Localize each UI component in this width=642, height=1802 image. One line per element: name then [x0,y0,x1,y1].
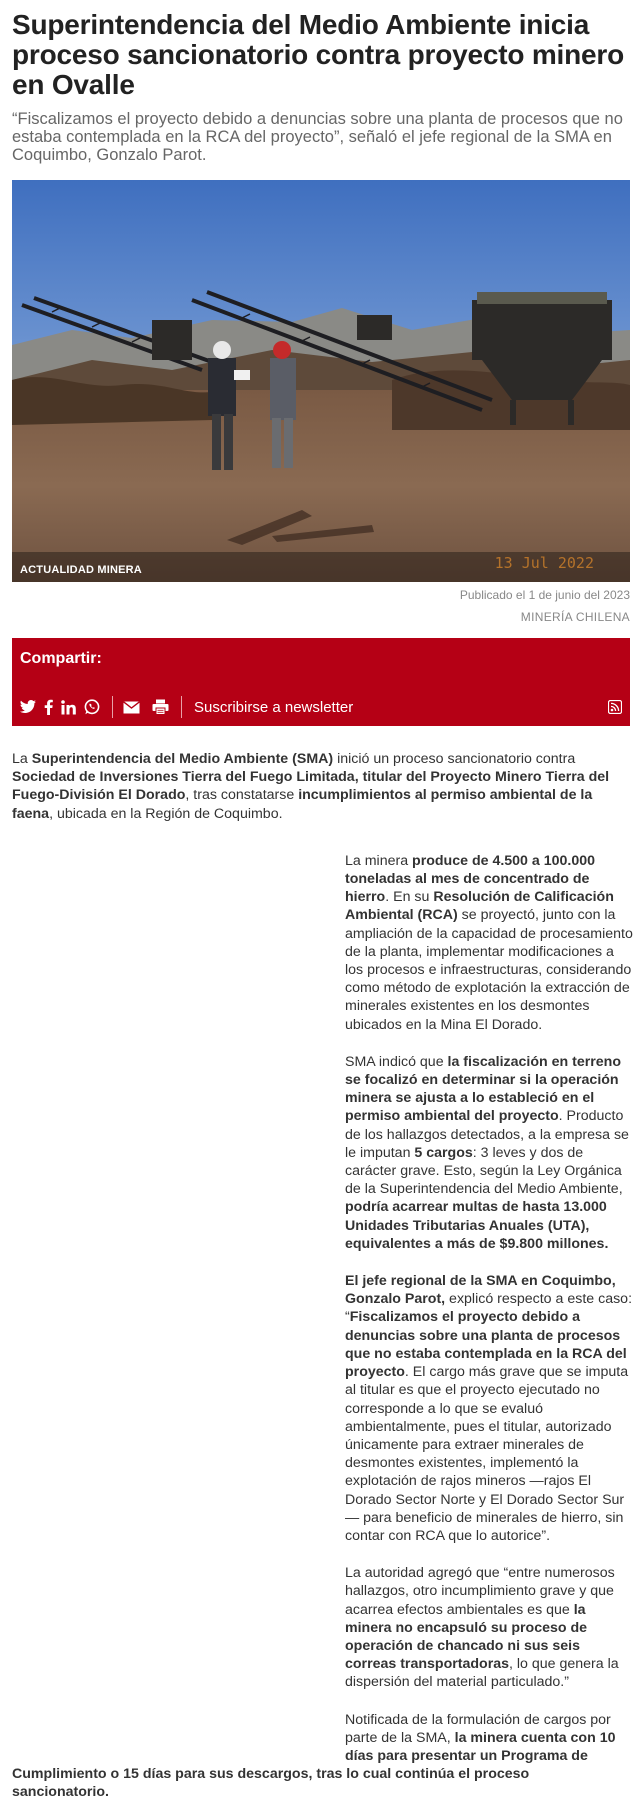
twitter-icon[interactable] [20,697,36,717]
print-icon[interactable] [152,697,169,717]
share-label: Compartir: [20,650,102,667]
facebook-icon[interactable] [44,697,53,717]
divider [181,696,182,718]
paragraph-6-continued: Cumplimiento o 15 días para sus descargos, tras lo cual continúa el proceso sancionatorio. [12,1766,530,1801]
paragraph-2: La minera produce de 4.500 a 100.000 toneladas al mes de concentrado de hierro. En su Resolución de Calificación Ambiental (RCA) se proyectó, junto con la ampliación de la capacidad de procesamiento de la planta, implementar modificaciones a los procesos e infraestructuras, considerando como método de explotación la extracción de minerales existentes en los desmontes ubicados en la Mina El Dorado. [345,852,633,1033]
linkedin-icon[interactable] [61,697,76,717]
whatsapp-icon[interactable] [84,697,100,717]
paragraph-3: SMA indicó que la fiscalización en terreno se focalizó en determinar si la operación minera se ajusta a lo estableció en el permiso ambiental del proyecto. Producto de los hallazgos detectados, a la empresa se le imputan 5 cargos: 3 leves y dos de carácter grave. Esto, según la Ley Orgánica de la Superintendencia del Medio Ambiente, podría acarrear multas de hasta 13.000 Unidades Tributarias Anuales (UTA), equivalentes a más de $9.800 millones. [345,1053,629,1252]
mining-site-image [12,180,630,582]
article-lead: “Fiscalizamos el proyecto debido a denuncias sobre una planta de procesos que no estaba contemplada en la RCA del proyecto”, señaló el jefe regional de la SMA en Coquimbo, Gonzalo Parot. [12,110,623,164]
image-date-stamp: 13 Jul 2022 [494,554,594,572]
paragraph-5: La autoridad agregó que “entre numerosos hallazgos, otro incumplimiento grave y que acarrea efectos ambientales es que la minera no encapsuló su proceso de operación de chancado ni sus seis correas transportadoras, lo que genera la dispersión del material particulado.” [345,1565,619,1691]
rss-icon[interactable] [608,700,622,719]
article-photo [12,180,630,582]
divider [112,696,113,718]
share-bar [12,638,630,726]
article-title: Superintendencia del Medio Ambiente inicia proceso sancionatorio contra proyecto minero en Ovalle [12,9,624,100]
newsletter-link[interactable]: Suscribirse a newsletter [194,698,354,716]
paragraph-4: El jefe regional de la SMA en Coquimbo, Gonzalo Parot, explicó respecto a este caso: “Fiscalizamos el proyecto debido a denuncias sobre una planta de procesos que no estaba contemplada en la RCA del proyecto. El cargo más grave que se imputa al titular es que el proyecto ejecutado no corresponde a lo que se evaluó ambientalmente, pues el titular, autorizado únicamente para extraer minerales de desmontes existentes, implementó la explotación de rajos mineros —rajos El Dorado Sector Norte y El Dorado Sector Sur— para beneficio de minerales de hierro, sin contar con RCA que lo autorice”. [345,1273,633,1544]
source-name: MINERÍA CHILENA [520,610,630,624]
email-icon[interactable] [123,697,140,717]
paragraph-6: Notificada de la formulación de cargos por parte de la SMA, la minera cuenta con 10 días para presentar un Programa de [345,1711,616,1764]
published-date: Publicado el 1 de junio del 2023 [459,588,630,602]
image-credit: ACTUALIDAD MINERA [20,564,142,576]
article-body-column [345,852,635,1765]
paragraph-1: La Superintendencia del Medio Ambiente (SMA) inició un proceso sancionatorio contra Sociedad de Inversiones Tierra del Fuego Limitada, titular del Proyecto Minero Tierra del Fuego-División El Dorado, tras constatarse incumplimientos al permiso ambiental de la faena, ubicada en la Región de Coquimbo. [12,751,610,822]
